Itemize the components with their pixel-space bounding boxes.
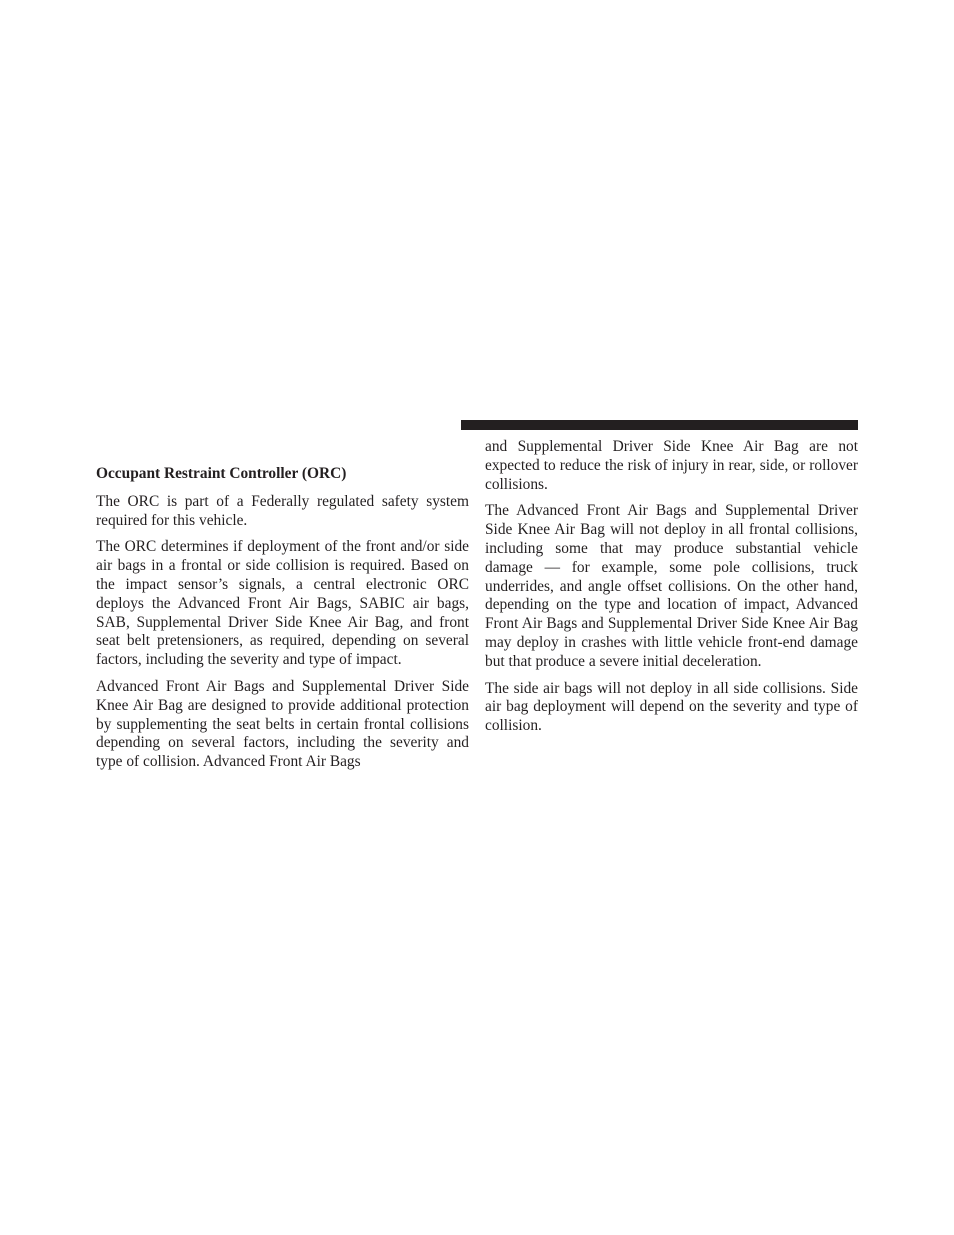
paragraph-not-expected: and Supplemental Driver Side Knee Air Bag are not expected to reduce the risk of injury in rear, side, or rollover collisions. (485, 438, 858, 493)
paragraph-side-air-bags: The side air bags will not deploy in all side collisions. Side air bag deployment will depend on the severity and type of collision. (485, 679, 858, 735)
section-heading: Occupant Restraint Controller (ORC) (96, 465, 347, 482)
right-column (485, 438, 858, 744)
paragraph-frontal-collisions: The Advanced Front Air Bags and Supplemental Driver Side Knee Air Bag will not deploy in all frontal collisions, including some that may produce substantial vehicle damage — for example, some pole collisions, truck underrides, and angle offset collisions. On the other hand, depending on the type and location of impact, Advanced Front Air Bags and Supplemental Driver Side Knee Air Bag may deploy in crashes with little vehicle front-end damage but that produce a severe initial deceleration. (485, 502, 858, 670)
paragraph-orc-deployment: The ORC determines if deployment of the front and/or side air bags in a frontal or side collision is required. Based on the impact sensor’s signals, a central electronic ORC deploys the Advanced Front Air Bags, SABIC air bags, SAB, Supplemental Driver Side Knee Air Bag, and front seat belt pretensioners, as required, depending on several factors, including the severity and type of impact. (96, 538, 469, 669)
paragraph-orc-intro: The ORC is part of a Federally regulated safety system required for this vehicle. (96, 492, 469, 529)
paragraph-front-air-bags: Advanced Front Air Bags and Supplemental Driver Side Knee Air Bag are designed to provide additional protection by supplementing the seat belts in certain frontal collisions depending on several factors, including the severity and type of collision. Advanced Front Air Bags (96, 677, 469, 771)
left-column (96, 465, 469, 780)
section-divider-bar (461, 420, 858, 430)
